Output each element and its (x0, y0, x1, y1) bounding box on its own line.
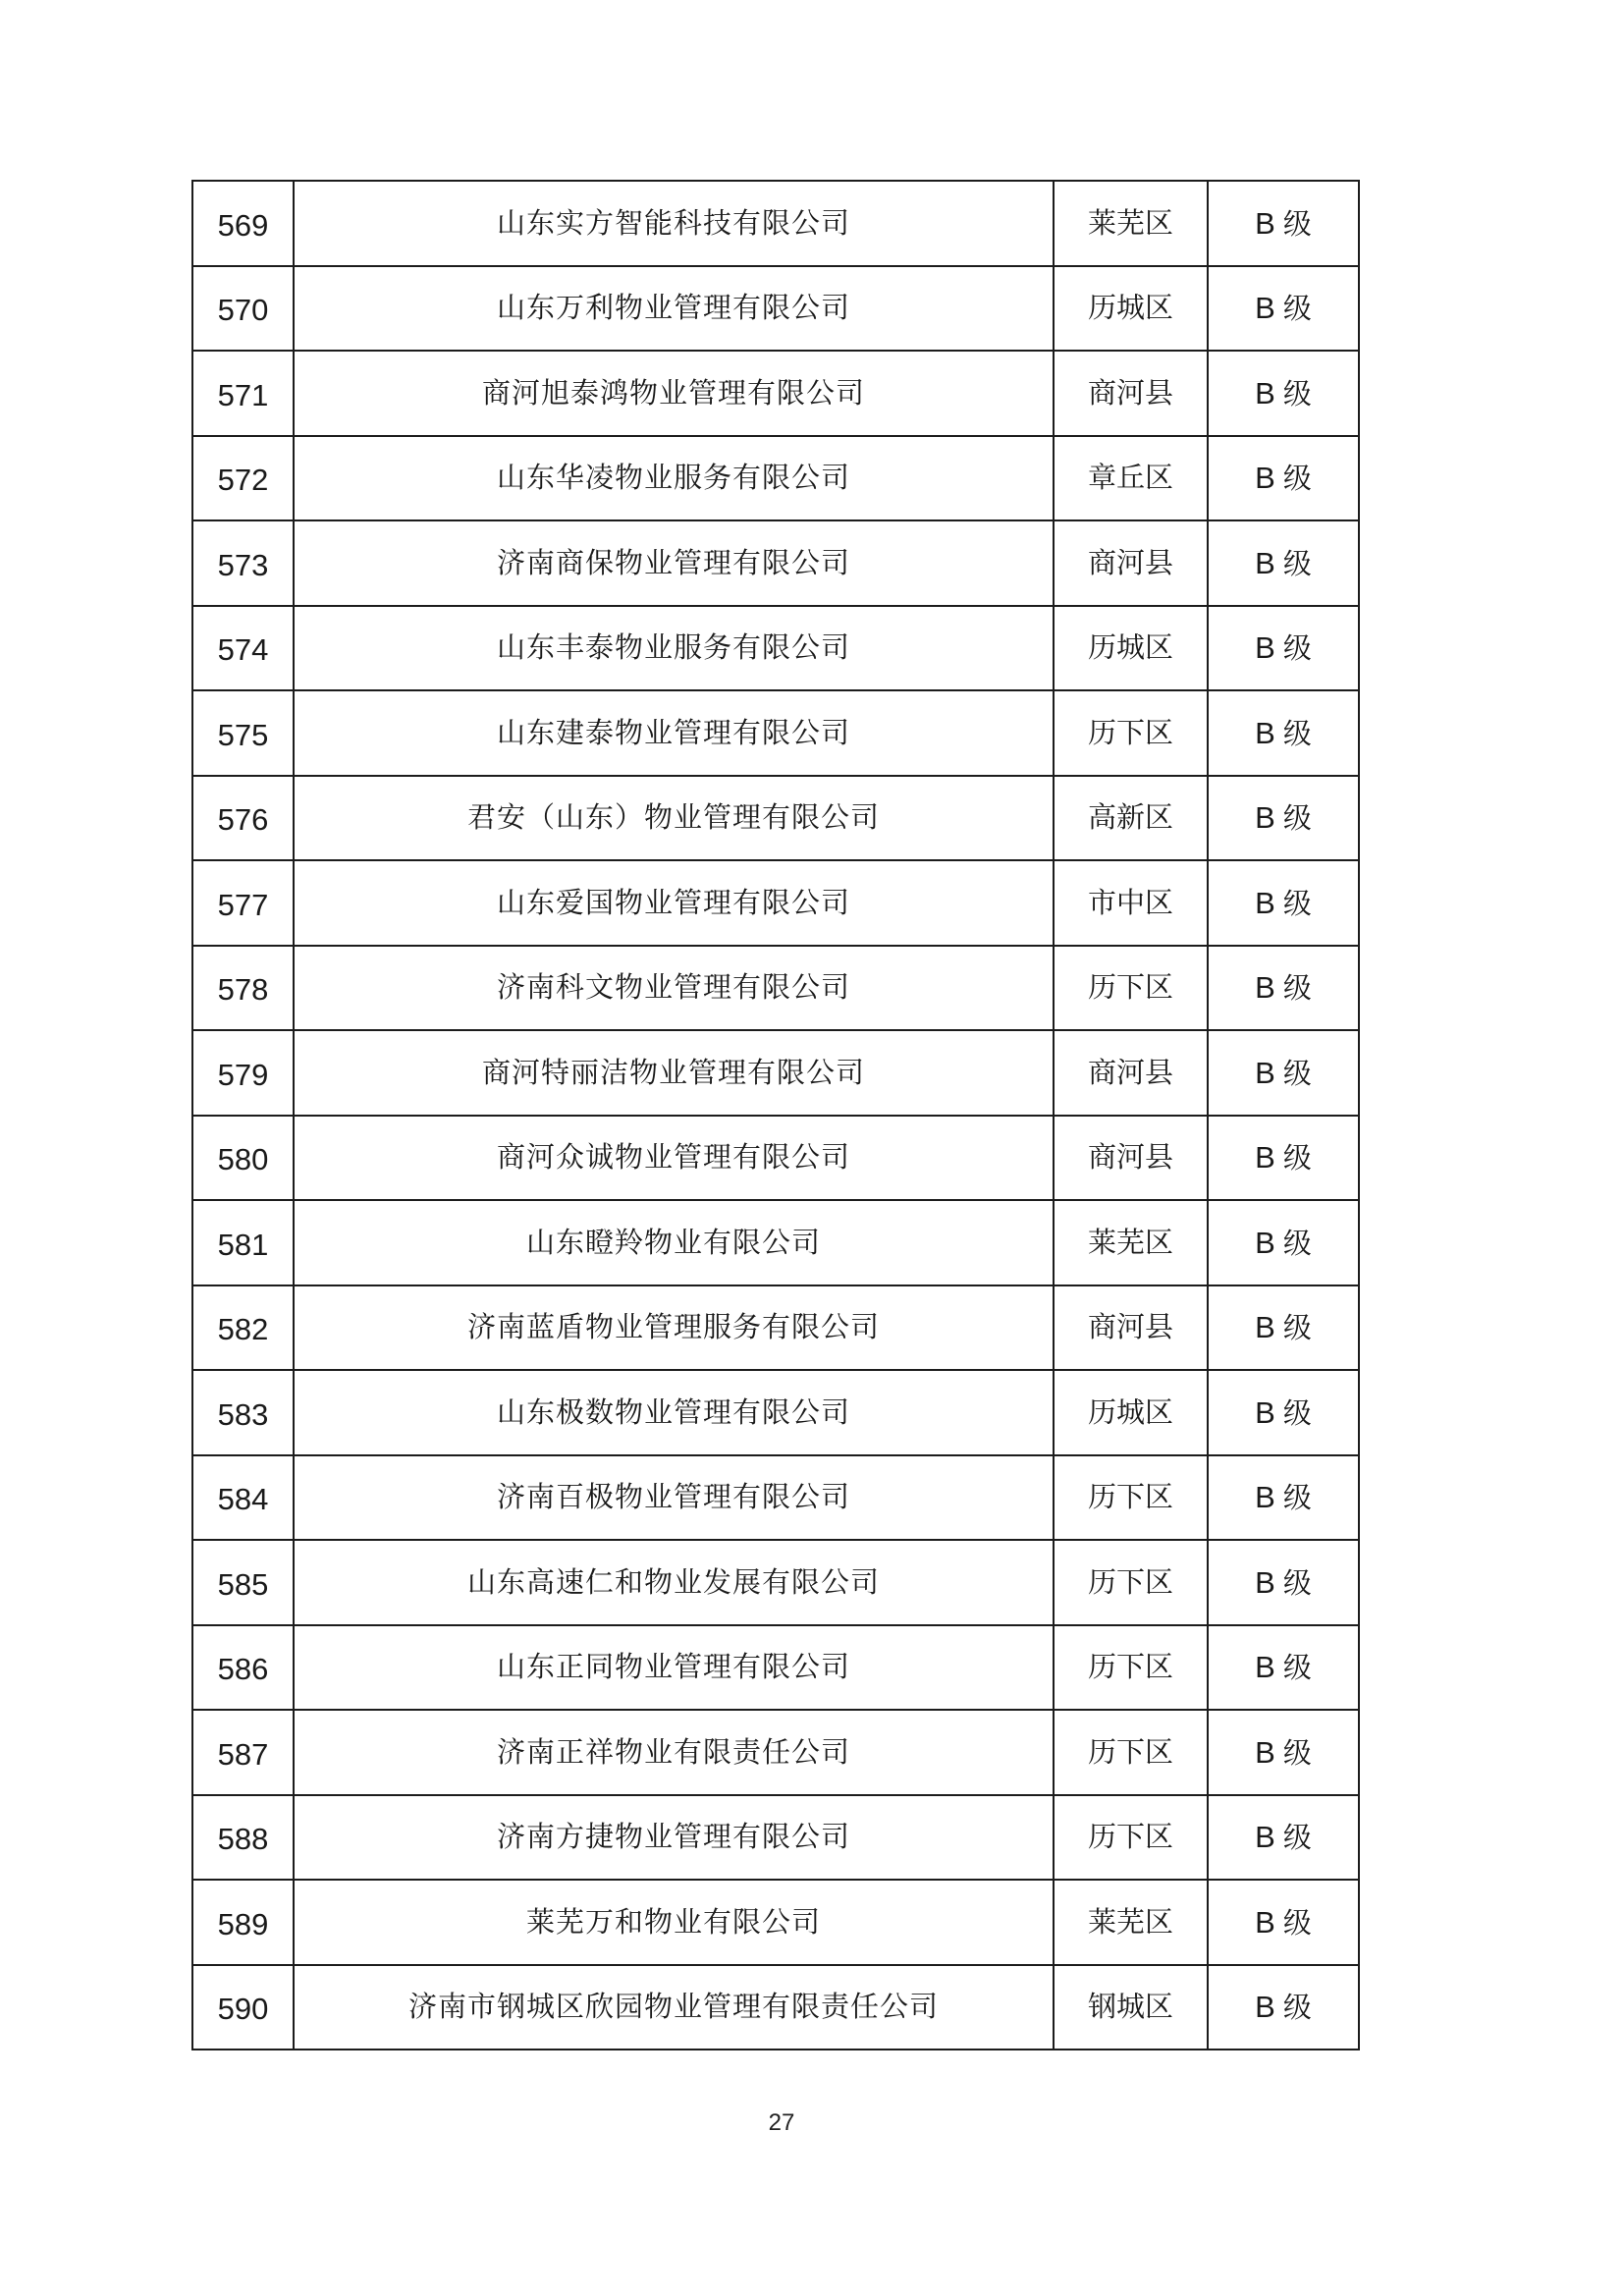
grade-letter: B (1255, 1480, 1275, 1515)
grade-suffix: 级 (1282, 206, 1312, 241)
company-name: 商河旭泰鸿物业管理有限公司 (294, 351, 1054, 436)
company-name: 山东正同物业管理有限公司 (294, 1625, 1054, 1711)
district: 商河县 (1054, 351, 1208, 436)
table-row (192, 1625, 1359, 1711)
grade-suffix: 级 (1282, 1141, 1312, 1175)
grade-letter: B (1255, 461, 1275, 496)
grade (1208, 436, 1359, 521)
grade-suffix: 级 (1282, 462, 1312, 496)
company-name: 山东华凌物业服务有限公司 (294, 436, 1054, 521)
grade (1208, 1030, 1359, 1116)
district: 历城区 (1054, 1370, 1208, 1455)
grade-suffix: 级 (1282, 1311, 1312, 1345)
table-row (192, 860, 1359, 946)
grade-letter: B (1255, 1820, 1275, 1855)
row-number: 578 (192, 946, 294, 1031)
company-name: 济南正祥物业有限责任公司 (294, 1710, 1054, 1795)
company-name: 山东极数物业管理有限公司 (294, 1370, 1054, 1455)
grade (1208, 946, 1359, 1031)
district: 历城区 (1054, 266, 1208, 352)
district: 历下区 (1054, 1710, 1208, 1795)
district: 章丘区 (1054, 436, 1208, 521)
grade-letter: B (1255, 291, 1275, 326)
district: 历下区 (1054, 946, 1208, 1031)
grade (1208, 1795, 1359, 1881)
grade-suffix: 级 (1282, 631, 1312, 666)
table-row (192, 1965, 1359, 2050)
grade-letter: B (1255, 1310, 1275, 1345)
grade (1208, 1370, 1359, 1455)
table-row (192, 351, 1359, 436)
table-row (192, 520, 1359, 606)
grade-letter: B (1255, 1904, 1275, 1940)
grade-suffix: 级 (1282, 292, 1312, 326)
row-number: 587 (192, 1710, 294, 1795)
district: 历下区 (1054, 1455, 1208, 1541)
district: 莱芜区 (1054, 1200, 1208, 1285)
table-row (192, 1285, 1359, 1371)
grade-suffix: 级 (1282, 1565, 1312, 1600)
table-row (192, 690, 1359, 776)
row-number: 590 (192, 1965, 294, 2050)
grade-letter: B (1255, 1564, 1275, 1600)
table-row (192, 266, 1359, 352)
grade-suffix: 级 (1282, 1821, 1312, 1855)
grade-suffix: 级 (1282, 1651, 1312, 1685)
grade (1208, 606, 1359, 691)
district: 历下区 (1054, 690, 1208, 776)
company-name: 山东丰泰物业服务有限公司 (294, 606, 1054, 691)
table-row (192, 1200, 1359, 1285)
row-number: 576 (192, 776, 294, 861)
grade-suffix: 级 (1282, 971, 1312, 1006)
company-name: 山东建泰物业管理有限公司 (294, 690, 1054, 776)
company-name: 莱芜万和物业有限公司 (294, 1880, 1054, 1965)
grade-suffix: 级 (1282, 546, 1312, 580)
grade-letter: B (1255, 715, 1275, 750)
row-number: 581 (192, 1200, 294, 1285)
grade-letter: B (1255, 1734, 1275, 1770)
row-number: 580 (192, 1116, 294, 1201)
grade (1208, 351, 1359, 436)
grade (1208, 1285, 1359, 1371)
grade-letter: B (1255, 545, 1275, 580)
grade-suffix: 级 (1282, 886, 1312, 920)
district: 钢城区 (1054, 1965, 1208, 2050)
grade-suffix: 级 (1282, 376, 1312, 410)
grade (1208, 1200, 1359, 1285)
company-name: 济南市钢城区欣园物业管理有限责任公司 (294, 1965, 1054, 2050)
district: 莱芜区 (1054, 181, 1208, 266)
grade (1208, 860, 1359, 946)
row-number: 569 (192, 181, 294, 266)
row-number: 571 (192, 351, 294, 436)
grade-letter: B (1255, 205, 1275, 241)
table-row (192, 606, 1359, 691)
grade-suffix: 级 (1282, 1056, 1312, 1090)
company-name: 山东爱国物业管理有限公司 (294, 860, 1054, 946)
grade (1208, 1540, 1359, 1625)
row-number: 584 (192, 1455, 294, 1541)
grade-suffix: 级 (1282, 1735, 1312, 1770)
row-number: 585 (192, 1540, 294, 1625)
grade-letter: B (1255, 1225, 1275, 1260)
row-number: 570 (192, 266, 294, 352)
district: 市中区 (1054, 860, 1208, 946)
grade-letter: B (1255, 1990, 1275, 2025)
grade-letter: B (1255, 800, 1275, 836)
grade-letter: B (1255, 885, 1275, 920)
company-name: 君安（山东）物业管理有限公司 (294, 776, 1054, 861)
grade (1208, 181, 1359, 266)
district: 历城区 (1054, 606, 1208, 691)
grade (1208, 776, 1359, 861)
table-row (192, 776, 1359, 861)
grade-suffix: 级 (1282, 1395, 1312, 1430)
district: 商河县 (1054, 520, 1208, 606)
row-number: 574 (192, 606, 294, 691)
grade (1208, 266, 1359, 352)
company-name: 济南百极物业管理有限公司 (294, 1455, 1054, 1541)
grade-suffix: 级 (1282, 716, 1312, 750)
company-name: 山东瞪羚物业有限公司 (294, 1200, 1054, 1285)
property-company-grade-table (191, 180, 1360, 2050)
district: 商河县 (1054, 1116, 1208, 1201)
grade-suffix: 级 (1282, 801, 1312, 836)
table-body (192, 181, 1359, 2050)
grade (1208, 1455, 1359, 1541)
table-row (192, 1030, 1359, 1116)
table-row (192, 1116, 1359, 1201)
table-row (192, 1540, 1359, 1625)
grade (1208, 690, 1359, 776)
row-number: 588 (192, 1795, 294, 1881)
row-number: 577 (192, 860, 294, 946)
grade (1208, 1116, 1359, 1201)
grade (1208, 1880, 1359, 1965)
company-name: 山东高速仁和物业发展有限公司 (294, 1540, 1054, 1625)
district: 历下区 (1054, 1625, 1208, 1711)
grade (1208, 1965, 1359, 2050)
company-name: 济南方捷物业管理有限公司 (294, 1795, 1054, 1881)
table-row (192, 1880, 1359, 1965)
district: 商河县 (1054, 1285, 1208, 1371)
row-number: 586 (192, 1625, 294, 1711)
grade-letter: B (1255, 1140, 1275, 1175)
district: 历下区 (1054, 1540, 1208, 1625)
district: 莱芜区 (1054, 1880, 1208, 1965)
grade-letter: B (1255, 1394, 1275, 1430)
district: 商河县 (1054, 1030, 1208, 1116)
grade-letter: B (1255, 1055, 1275, 1090)
company-name: 济南商保物业管理有限公司 (294, 520, 1054, 606)
district: 高新区 (1054, 776, 1208, 861)
grade (1208, 520, 1359, 606)
table-row (192, 436, 1359, 521)
grade (1208, 1710, 1359, 1795)
company-name: 商河众诚物业管理有限公司 (294, 1116, 1054, 1201)
grade-letter: B (1255, 630, 1275, 666)
grade-letter: B (1255, 970, 1275, 1006)
page-number: 27 (768, 2109, 795, 2136)
table-row (192, 1710, 1359, 1795)
table-row (192, 1455, 1359, 1541)
grade-suffix: 级 (1282, 1991, 1312, 2025)
grade-suffix: 级 (1282, 1905, 1312, 1940)
row-number: 589 (192, 1880, 294, 1965)
row-number: 573 (192, 520, 294, 606)
table-row (192, 181, 1359, 266)
table-row (192, 1370, 1359, 1455)
row-number: 583 (192, 1370, 294, 1455)
grade-suffix: 级 (1282, 1481, 1312, 1515)
row-number: 572 (192, 436, 294, 521)
company-name: 济南科文物业管理有限公司 (294, 946, 1054, 1031)
grade-letter: B (1255, 375, 1275, 410)
table-row (192, 946, 1359, 1031)
company-name: 山东万利物业管理有限公司 (294, 266, 1054, 352)
district: 历下区 (1054, 1795, 1208, 1881)
grade-letter: B (1255, 1650, 1275, 1685)
grade (1208, 1625, 1359, 1711)
company-name: 济南蓝盾物业管理服务有限公司 (294, 1285, 1054, 1371)
row-number: 579 (192, 1030, 294, 1116)
row-number: 582 (192, 1285, 294, 1371)
row-number: 575 (192, 690, 294, 776)
table-row (192, 1795, 1359, 1881)
grade-suffix: 级 (1282, 1226, 1312, 1260)
company-name: 商河特丽洁物业管理有限公司 (294, 1030, 1054, 1116)
company-name: 山东实方智能科技有限公司 (294, 181, 1054, 266)
